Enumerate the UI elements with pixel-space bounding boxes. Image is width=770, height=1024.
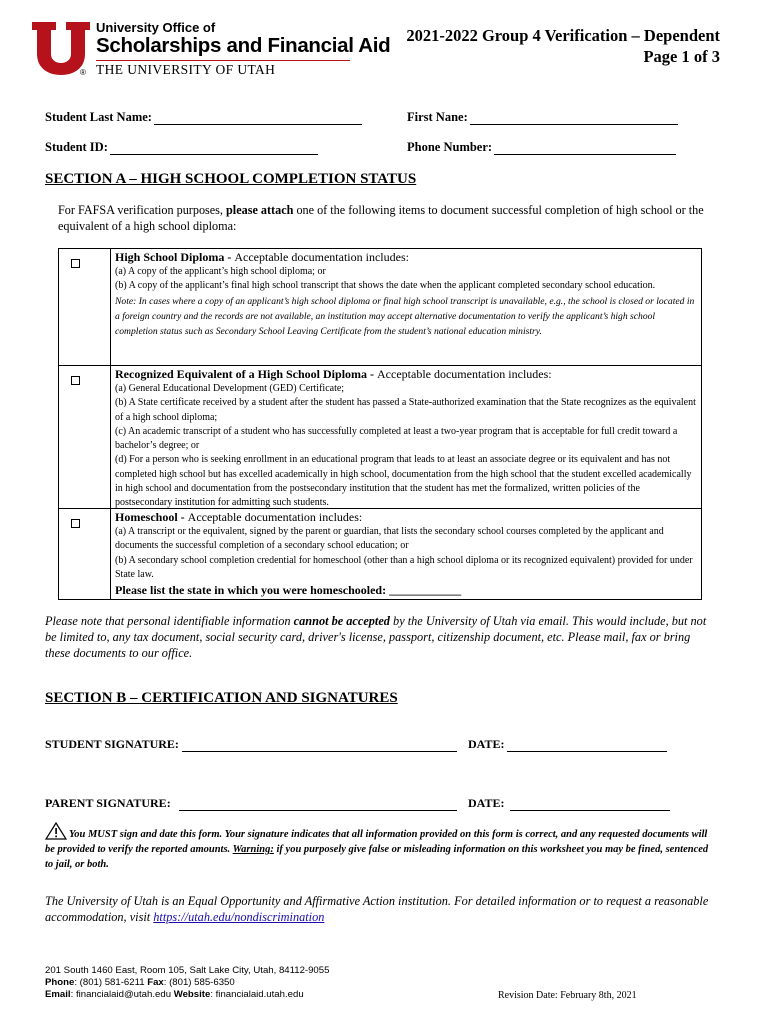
- student-date-field: [468, 737, 667, 752]
- phone-input[interactable]: [494, 143, 676, 155]
- option-note: Note: In cases where a copy of an applicant’s high school diploma or final high school transcript is unavailable, e.g., the school is closed or located in a foreign country and the records are not available, an institution may accept alternative documentation to verify the applicant’s high school completion status such as Secondary School Leaving Certificate from the student’s national education ministry.: [115, 295, 695, 337]
- document-title-main: 2021-2022 Group 4 Verification – Dependent: [406, 26, 720, 45]
- student-signature-input[interactable]: [182, 740, 457, 752]
- option-checkbox-cell: [59, 366, 111, 508]
- option-item: (c) An academic transcript of a student who has successfully completed at least a two-year program that is acceptable for full credit toward a bachelor’s degree; or: [115, 425, 678, 452]
- org-name-line2: Scholarships and Financial Aid: [96, 34, 391, 57]
- footer-email-web: Email: financialaid@utah.edu Website: financialaid.utah.edu: [45, 989, 304, 1000]
- footer-contact: [45, 965, 329, 1001]
- documentation-options-table: [58, 248, 702, 600]
- option-item: (d) For a person who is seeking enrollment in an educational program that leads to at least an associate degree or its equivalent and has not completed high school but has excelled academically in high school, documentation from the high school that the student excelled academically in high school and documentation from the postsecondary institution that the student has met the formalized, written policies of the postsecondary institution for admitting such students.: [115, 454, 692, 509]
- warning-label: Warning:: [232, 844, 274, 855]
- parent-date-field: [468, 796, 670, 811]
- homeschool-state-question[interactable]: Please list the state in which you were homeschooled: ____________: [115, 583, 462, 598]
- option-content: [111, 249, 701, 365]
- intro-text-cont: one of the following items to document successful completion of high school or the equivalent of a high school diploma:: [58, 203, 704, 233]
- privacy-text-cont: by the University of Utah via email. This would include, but not be limited to, any tax document, social security card, driver's license, passport, citizenship document, etc. Please mail, fax or bring these documents to our office.: [45, 614, 707, 660]
- eeo-statement: [45, 893, 735, 925]
- option-content: [111, 366, 701, 508]
- option-item: (b) A secondary school completion credential for homeschool (other than a high school diploma or its recognized equivalent) provided for under State law.: [115, 554, 693, 580]
- document-title: [406, 25, 720, 67]
- section-a-heading: SECTION A – HIGH SCHOOL COMPLETION STATUS: [45, 171, 417, 187]
- last-name-input[interactable]: [154, 113, 362, 125]
- option-title: Recognized Equivalent of a High School Diploma - Acceptable documentation includes:: [115, 367, 552, 381]
- last-name-label: Student Last Name:: [45, 110, 152, 124]
- student-signature-label: STUDENT SIGNATURE:: [45, 737, 179, 751]
- privacy-text: Please note that personal identifiable information: [45, 614, 294, 628]
- option-row-equivalent: [59, 366, 701, 509]
- phone-label: Phone Number:: [407, 140, 493, 154]
- warning-triangle-icon: [45, 822, 67, 840]
- option-item: (a) A transcript or the equivalent, signed by the parent or guardian, that lists the secondary school courses completed by the applicant and documents the successful completion of a secondary school education; or: [115, 526, 664, 552]
- option-row-diploma: [59, 249, 701, 366]
- intro-text: For FAFSA verification purposes,: [58, 203, 227, 217]
- page-number: Page 1 of 3: [643, 47, 720, 66]
- section-a-intro: [58, 203, 728, 234]
- intro-emphasis: please attach: [226, 203, 294, 217]
- eeo-text: The University of Utah is an Equal Opportunity and Affirmative Action institution. For detailed information or to request a reasonable accommodation, visit: [45, 894, 709, 924]
- first-name-input[interactable]: [470, 113, 678, 125]
- student-id-label: Student ID:: [45, 140, 108, 154]
- warning-text: You MUST sign and date this form. Your signature indicates that all information provided on this form is correct, and any requested documents will be provided to verify the reported amounts.: [45, 829, 708, 855]
- parent-signature-input[interactable]: [179, 799, 457, 811]
- option-row-homeschool: [59, 509, 701, 599]
- student-date-label: DATE:: [468, 737, 505, 751]
- parent-date-label: DATE:: [468, 796, 505, 810]
- first-name-field: [407, 110, 678, 125]
- revision-date: Revision Date: February 8th, 2021: [498, 990, 637, 1001]
- option-checkbox-cell: [59, 249, 111, 365]
- option-item: (b) A State certificate received by a student after the student has passed a State-authorized examination that the State recognizes as the equivalent of a high school diploma;: [115, 397, 696, 423]
- privacy-emphasis: cannot be accepted: [293, 614, 390, 628]
- parent-date-input[interactable]: [510, 799, 670, 811]
- equivalent-checkbox[interactable]: [71, 376, 80, 385]
- option-content: [111, 509, 701, 599]
- student-id-field: [45, 140, 318, 155]
- option-checkbox-cell: [59, 509, 111, 599]
- option-item: (b) A copy of the applicant’s final high school transcript that shows the date when the applicant completed secondary school education.: [115, 280, 656, 292]
- nondiscrimination-link[interactable]: https://utah.edu/nondiscrimination: [153, 910, 325, 924]
- option-title: Homeschool - Acceptable documentation includes:: [115, 510, 363, 524]
- parent-signature-field: [45, 796, 457, 811]
- parent-signature-label: PARENT SIGNATURE:: [45, 796, 171, 810]
- section-b-heading: SECTION B – CERTIFICATION AND SIGNATURES: [45, 690, 398, 706]
- student-signature-field: [45, 737, 457, 752]
- university-name: THE UNIVERSITY OF UTAH: [96, 62, 276, 77]
- student-date-input[interactable]: [507, 740, 667, 752]
- option-title: High School Diploma - Acceptable documentation includes:: [115, 250, 409, 264]
- diploma-checkbox[interactable]: [71, 259, 80, 268]
- registered-mark: ®: [80, 68, 86, 77]
- footer-phone-fax: Phone: (801) 581-6211 Fax: (801) 585-6350: [45, 977, 235, 988]
- warning-text-cont: if you purposely give false or misleading information on this worksheet you may be fined, sentenced to jail, or both.: [45, 844, 709, 870]
- org-name-line1: University Office of: [96, 20, 216, 35]
- footer-address: 201 South 1460 East, Room 105, Salt Lake City, Utah, 84112-9055: [45, 965, 330, 976]
- homeschool-checkbox[interactable]: [71, 519, 80, 528]
- phone-field: [407, 140, 676, 155]
- student-id-input[interactable]: [110, 143, 318, 155]
- last-name-field: [45, 110, 362, 125]
- signature-warning: [45, 822, 715, 872]
- option-item: (a) A copy of the applicant’s high school diploma; or: [115, 266, 326, 277]
- privacy-notice: [45, 613, 715, 661]
- first-name-label: First Nane:: [407, 110, 468, 124]
- option-item: (a) General Educational Development (GED) Certificate;: [115, 383, 345, 394]
- org-divider: [96, 60, 350, 61]
